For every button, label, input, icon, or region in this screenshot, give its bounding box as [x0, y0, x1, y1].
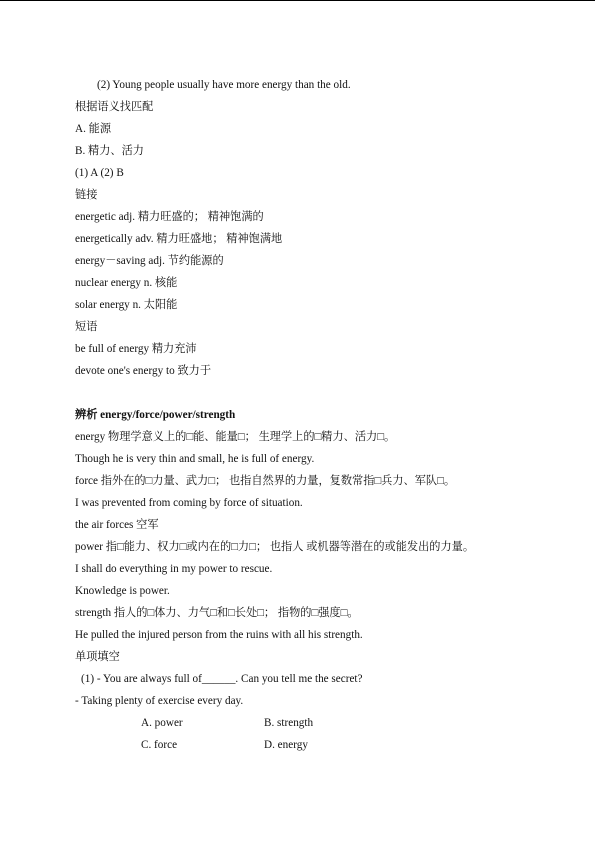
word-entry: solar energy n. 太阳能	[75, 299, 178, 311]
definition-line: force 指外在的□力量、武力□； 也指自然界的力量，复数常指□兵力、军队□。	[75, 475, 456, 487]
section-heading: 短语	[75, 321, 98, 333]
question-line: (1) - You are always full of______. Can you tell me the secret?	[81, 673, 363, 685]
page-top-border	[0, 0, 595, 1]
word-entry: nuclear energy n. 核能	[75, 277, 178, 289]
example-sentence: the air forces 空军	[75, 519, 159, 531]
comparison-heading: 辨析 energy/force/power/strength	[75, 409, 236, 421]
word-entry: energetic adj. 精力旺盛的； 精神饱满的	[75, 211, 264, 223]
word-entry: energetically adv. 精力旺盛地； 精神饱满地	[75, 233, 283, 245]
section-heading: 单项填空	[75, 651, 120, 663]
section-heading: 链接	[75, 189, 98, 201]
choice-a: A. power	[141, 717, 183, 729]
phrase-entry: devote one's energy to 致力于	[75, 365, 212, 377]
definition-line: energy 物理学意义上的□能、能量□； 生理学上的□精力、活力□。	[75, 431, 396, 443]
choice-d: D. energy	[264, 739, 308, 751]
choice-b: B. strength	[264, 717, 314, 729]
choice-c: C. force	[141, 739, 178, 751]
meaning-option: B. 精力、活力	[75, 145, 144, 157]
example-sentence: Knowledge is power.	[75, 585, 170, 597]
section-heading: 根据语义找匹配	[75, 101, 154, 113]
definition-line: strength 指人的□体力、力气□和□长处□； 指物的□强度□。	[75, 607, 359, 619]
example-sentence: I was prevented from coming by force of situation.	[75, 497, 303, 509]
meaning-option: A. 能源	[75, 123, 112, 135]
phrase-entry: be full of energy 精力充沛	[75, 343, 197, 355]
answer-line: (1) A (2) B	[75, 167, 124, 179]
question-line: - Taking plenty of exercise every day.	[75, 695, 244, 707]
example-sentence: (2) Young people usually have more energy than the old.	[97, 79, 351, 91]
example-sentence: I shall do everything in my power to rescue.	[75, 563, 273, 575]
example-sentence: He pulled the injured person from the ruins with all his strength.	[75, 629, 363, 641]
example-sentence: Though he is very thin and small, he is full of energy.	[75, 453, 315, 465]
word-entry: energy－saving adj. 节约能源的	[75, 255, 224, 267]
definition-line: power 指□能力、权力□或内在的□力□； 也指人 或机器等潜在的或能发出的力量。	[75, 541, 475, 553]
